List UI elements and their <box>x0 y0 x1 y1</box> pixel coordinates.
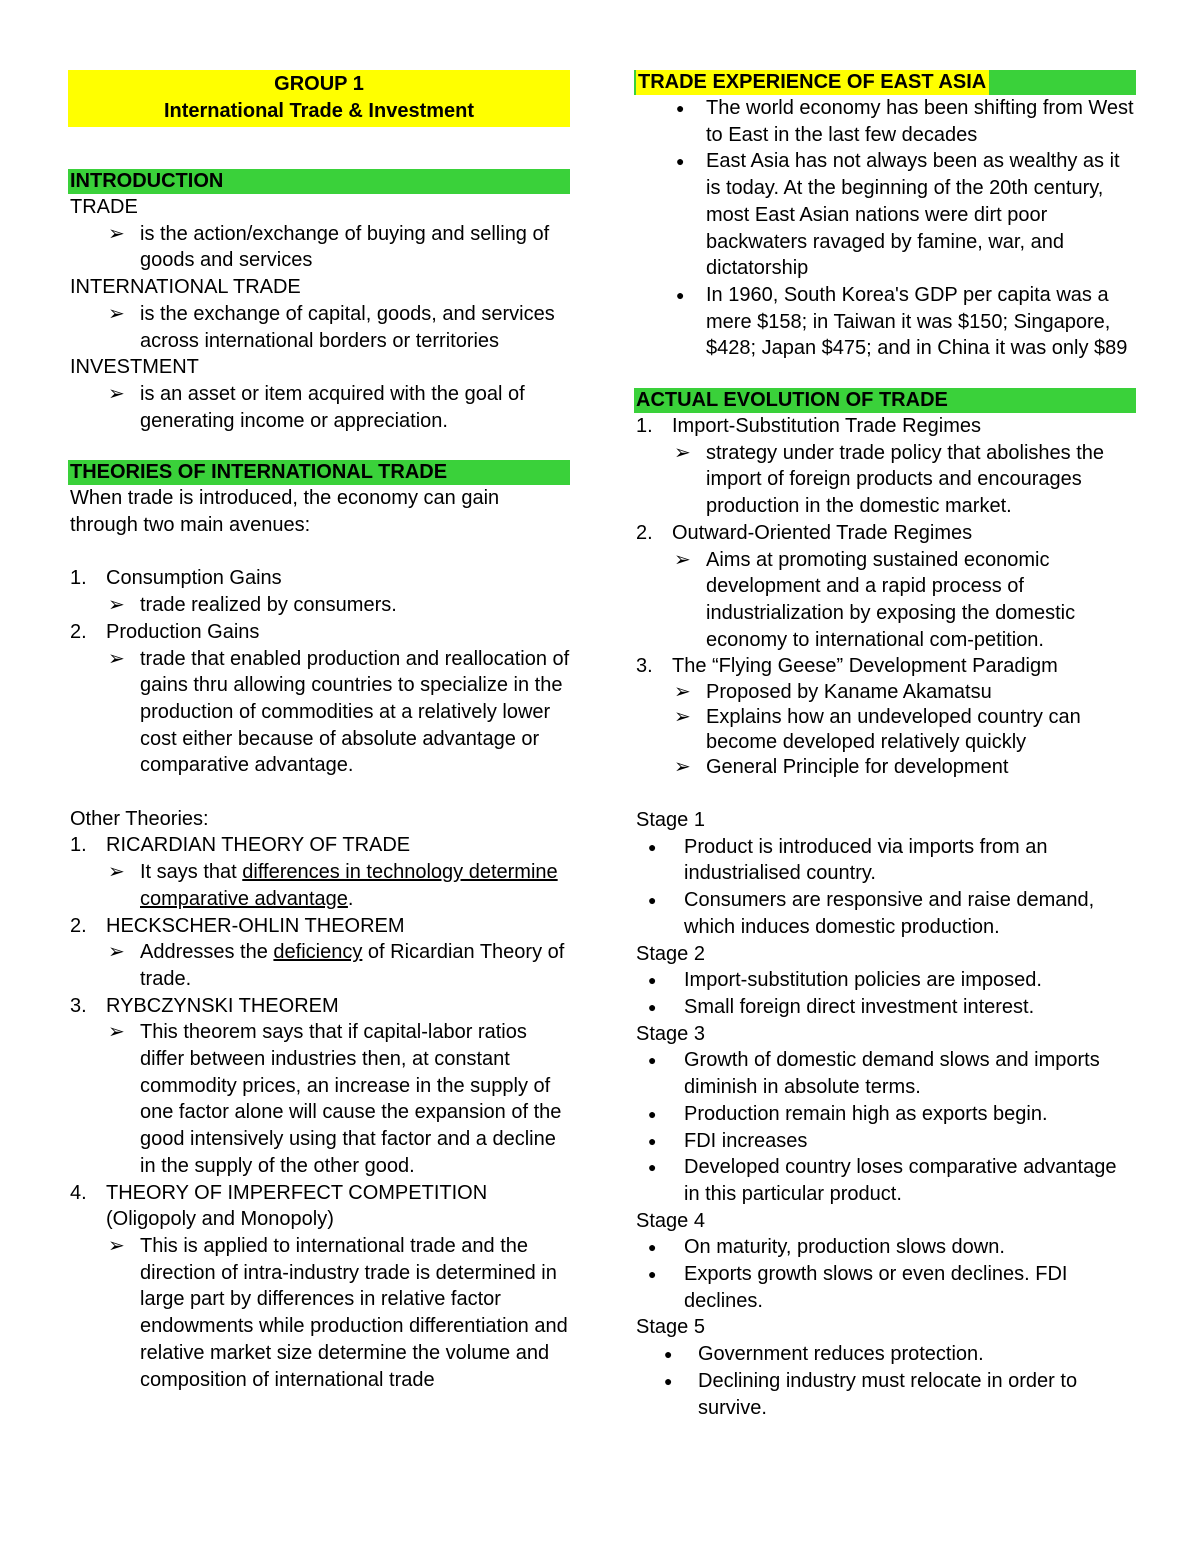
definition-trade: ➢ is the action/exchange of buying and selling of goods and services <box>108 222 550 272</box>
underlined-phrase: differences in technology determine comparative advantage <box>140 861 558 910</box>
list-item: ● Small foreign direct investment interest. <box>634 994 1136 1021</box>
list-item: ● Exports growth slows or even declines. FDI declines. <box>648 1263 1068 1312</box>
bullet-icon: ● <box>648 1105 657 1122</box>
arrow-bullet-icon: ➢ <box>108 302 125 325</box>
theory-desc: ➢ This is applied to international trade and the direction of intra-industry trade is determined in large part by differences in relative factor endowments while production differentiation and relative market size determine the volume and composition of international trade <box>108 1234 568 1391</box>
theory-desc: ➢ Addresses the deficiency of Ricardian Theory of trade. <box>108 941 565 990</box>
other-theories-label: Other Theories: <box>70 807 209 830</box>
list-item: ● Product is introduced via imports from an industrialised country. <box>648 835 1048 885</box>
bullet-icon: ● <box>676 153 685 170</box>
arrow-bullet-icon: ➢ <box>674 681 691 704</box>
theory-item: 4. THEORY OF IMPERFECT COMPETITION <box>70 1181 488 1204</box>
theory-item: 1. RICARDIAN THEORY OF TRADE <box>70 834 411 857</box>
evolution-sub: ➢ Proposed by Kaname Akamatsu <box>674 681 992 704</box>
term-trade: TRADE <box>70 196 138 218</box>
arrow-bullet-icon: ➢ <box>674 441 691 464</box>
bullet-icon: ● <box>664 1346 673 1363</box>
arrow-bullet-icon: ➢ <box>108 1021 125 1044</box>
document-title <box>68 70 570 127</box>
term-investment: INVESTMENT <box>70 356 199 379</box>
bullet-icon: ● <box>676 100 685 116</box>
list-item: ● Consumers are responsive and raise demand, which induces domestic production. <box>648 889 1095 938</box>
title-line-2: International Trade & Investment <box>163 100 475 122</box>
evolution-sub: ➢ strategy under trade policy that abolishes the import of foreign products and encourages production in the domestic market. <box>674 441 1105 518</box>
left-column <box>68 70 570 1393</box>
evolution-item: 2. Outward-Oriented Trade Regimes <box>636 521 973 544</box>
bullet-icon: ● <box>648 1159 657 1176</box>
gain-item: 1. Consumption Gains <box>70 567 282 590</box>
arrow-bullet-icon: ➢ <box>108 594 125 617</box>
stage-label: Stage 5 <box>636 1316 705 1339</box>
list-item: ● East Asia has not always been as wealthy as it is today. At the beginning of the 20th century, most East Asian nations were dirt poor backwaters ravaged by famine, war, and dictatorship <box>676 150 1120 280</box>
arrow-bullet-icon: ➢ <box>674 756 691 779</box>
list-item: ● The world economy has been shifting from West to East in the last few decades <box>676 97 1134 146</box>
theory-desc: ➢ This theorem says that if capital-labor ratios differ between industries then, at constant commodity prices, an increase in the supply of one factor alone will cause the expansion of the good intensively using that factor and a decline in the supply of the other good. <box>108 1021 562 1177</box>
theory-desc: ➢ It says that differences in technology determine comparative advantage. <box>108 861 558 910</box>
right-column <box>634 70 1136 1421</box>
bullet-icon: ● <box>648 972 657 989</box>
bullet-icon: ● <box>664 1372 673 1389</box>
list-item: ● Developed country loses comparative advantage in this particular product. <box>648 1156 1117 1205</box>
bullet-icon: ● <box>648 998 657 1015</box>
stage-label: Stage 3 <box>636 1022 705 1045</box>
definition-international-trade: ➢ is the exchange of capital, goods, and services across international borders or territories <box>108 302 555 352</box>
stage-label: Stage 4 <box>636 1209 705 1232</box>
theory-item: 3. RYBCZYNSKI THEOREM <box>70 994 339 1017</box>
section-heading-evolution: ACTUAL EVOLUTION OF TRADE <box>634 388 1136 413</box>
theory-subtitle: (Oligopoly and Monopoly) <box>106 1208 334 1231</box>
underlined-phrase: deficiency <box>273 941 363 964</box>
list-item: ● Growth of domestic demand slows and imports diminish in absolute terms. <box>648 1049 1100 1099</box>
stage-label: Stage 1 <box>636 809 705 832</box>
evolution-item: 1. Import-Substitution Trade Regimes <box>636 415 982 438</box>
arrow-bullet-icon: ➢ <box>108 861 125 884</box>
theories-lead: When trade is introduced, the economy can gain through two main avenues: <box>70 487 500 537</box>
list-item: ● FDI increases <box>634 1128 1136 1155</box>
evolution-sub: ➢ General Principle for development <box>674 756 1009 779</box>
arrow-bullet-icon: ➢ <box>108 222 125 245</box>
bullet-icon: ● <box>676 286 685 303</box>
bullet-icon: ● <box>648 1239 657 1256</box>
list-item: ● On maturity, production slows down. <box>634 1234 1136 1261</box>
gain-desc: ➢ trade realized by consumers. <box>68 592 570 619</box>
section-heading-east-asia: TRADE EXPERIENCE OF EAST ASIA <box>634 70 1136 95</box>
list-item: ● In 1960, South Korea's GDP per capita was a mere $158; in Taiwan it was $150; Singapore, $428; Japan $475; and in China it was only $89 <box>676 283 1128 360</box>
bullet-icon: ● <box>648 1266 657 1283</box>
term-international-trade: INTERNATIONAL TRADE <box>70 276 301 299</box>
gain-desc: ➢ trade that enabled production and reallocation of gains thru allowing countries to specialize in the production of commodities at a relatively lower cost either because of absolute advantage or comparative advantage. <box>108 647 570 777</box>
list-item: ● Government reduces protection. <box>634 1341 1136 1368</box>
arrow-bullet-icon: ➢ <box>108 1234 125 1257</box>
evolution-sub: ➢ Explains how an undeveloped country can become developed relatively quickly <box>674 706 1081 754</box>
stage-label: Stage 2 <box>636 942 705 965</box>
theory-item: 2. HECKSCHER-OHLIN THEOREM <box>70 914 405 937</box>
list-item: ● Declining industry must relocate in order to survive. <box>664 1369 1078 1419</box>
section-heading-introduction: INTRODUCTION <box>68 169 570 194</box>
arrow-bullet-icon: ➢ <box>108 647 125 670</box>
bullet-icon: ● <box>648 892 657 909</box>
bullet-icon: ● <box>648 1052 657 1069</box>
title-line-1: GROUP 1 <box>274 73 364 95</box>
section-heading-theories: THEORIES OF INTERNATIONAL TRADE <box>68 460 570 485</box>
list-item: ● Import-substitution policies are imposed. <box>634 967 1136 994</box>
gain-item: 2. Production Gains <box>70 620 260 643</box>
definition-investment: ➢ is an asset or item acquired with the goal of generating income or appreciation. <box>108 382 525 432</box>
arrow-bullet-icon: ➢ <box>108 941 125 964</box>
bullet-icon: ● <box>648 838 657 855</box>
evolution-item: 3. The “Flying Geese” Development Paradigm <box>636 655 1058 678</box>
arrow-bullet-icon: ➢ <box>108 382 125 405</box>
evolution-sub: ➢ Aims at promoting sustained economic development and a rapid process of industrialization by exposing the domestic economy to international com-petition. <box>674 548 1076 651</box>
arrow-bullet-icon: ➢ <box>674 548 691 571</box>
bullet-icon: ● <box>648 1132 657 1149</box>
list-item: ● Production remain high as exports begin. <box>634 1101 1136 1128</box>
arrow-bullet-icon: ➢ <box>674 706 691 729</box>
